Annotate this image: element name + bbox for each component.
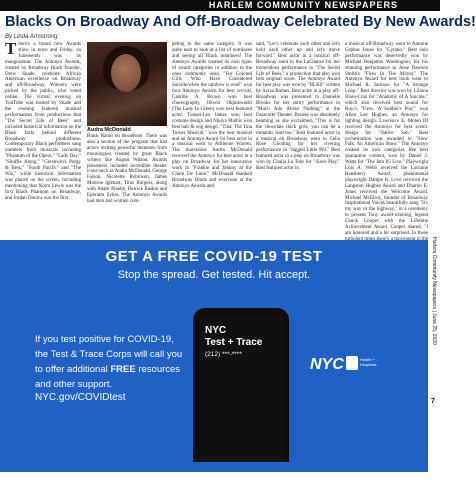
article-column-2: Black Raoul on Broadway. There was also a section of the program that had actors reciting powerful moments from monologues created by great Black writers like August Wilson. Awards presenters included incredible theater icons such as Audra McDonald, George Faison, Nicolette Robinson, James Monroe Iglehart, Titus Burgess, along with Adam Abadie, Derrick Baskin and Ephraim Sykes. The Antonyo Awards had men and women com- bbox=[87, 134, 167, 204]
column-1-text: here's a brand new Awards show in town and Friday, on Juneteenth was its inauguration. The Antonyo Awards, created by Broadway Black founder, Drew Shade, celebrate African American excellence on Broadway and off-Broadway. Winners were picked by the public, who voted online. The virtual evening on YouTube was hosted by Shade and the evening featured musical performances from productions that "The Secret Life of Bees" and included historical information on the Black facts behind different Broadway productions. Contemporary Black performers sang numbers from musicals including "Phantom of the Opera," "Lady Day," "Shuffle Along," "Gershwin's Porgy & Bess," "South Pacific" and "The Wiz," while historical information was placed on the screen, including mentioning that Norm Lewis was the first Black Phantom on Broadway, and Jordan Donica was the first bbox=[5, 42, 81, 201]
ad-body-bold: FREE bbox=[110, 364, 136, 375]
ad-subhead: Stop the spread. Get tested. Hit accept. bbox=[117, 269, 311, 281]
article-column-4: said, "Let's celebrate each other and let's hold each other up and let's move forward." Best actor in a musical off-Broadway went to the LaChanze for her tremendous performance in "The Secret Life of Bees," a production that also won best original score. The Antonyo Award for best play was won by "BLKS" written by Aziza Barnes. Best actor in a play off-Broadway was presented to Danielle Brooks for her sultry performance in "Much Ado About Nothing" at the Delacorte Theater. Brooks was absolutely beaming as she exclaimed, "This is for the chocolate thick girls, you can be a romantic lead too." Best featured actor in a musical on Broadway went to Celia Rose Gooding for her riveting performance in "Jagged Little Pill." Best featured actor in a play on Broadway was won by Chalia La Tour for "Slave Play." Best featured actor in bbox=[256, 42, 340, 172]
covid-test-advertisement bbox=[0, 240, 428, 472]
side-footer-text: Harlem Community Newspapers | June 25, 2020 bbox=[431, 237, 437, 345]
phone-number: (212) ***-**** bbox=[205, 351, 242, 358]
side-footer bbox=[429, 220, 440, 370]
nyc-logo: NYC bbox=[310, 356, 344, 373]
audra-mcdonald-photo bbox=[87, 42, 167, 126]
article-column-5: a musical off-Broadway went to Antoine Cephas Jones for "Cyrano." Best solo performance was deservedly won by Michael Benjamin Washington, for his stunning performance as Jesse Dawson Smith's "Fires In The Mirror." The Antonyo Award for best book went to Michael R. Jackson for "A Strange Loop." Best director was won by Liliana Blain-Cruz for "Anatomy of A Suicide," which also received best sound for Ruyi's "Fires. 'A Soldier's Play'" won Allen Lee Hughes, an Antonyo for lighting design. Lawrence E. Moten III received the Antonyo for best scenic design for "Native Son." Best orchestration was awarded to "Slow Falk: An American Show." The Antonyo created its own categories like best quarantine content, won by Daniel J. Watts for "The Jam IG Live." Playwright Lois A. Webb received the Lorraine Hansberry Award, phenomenal playwright Dampe R. Love received the Langston Hughes Award and Dharon E. Jones received the Welcome Award. Michael McElroy, founder of Broadway Inspirational Voices beautifully sang "It's my way or the highway," in a ceremony to present Tony award-winning, legend Chuck Cooper with the Lifetime Achievement Award. Cooper shared, "I am honored and a bit surprised. In these bbox=[345, 42, 428, 236]
health-hospitals-label: Health + Hospitals bbox=[360, 357, 377, 367]
article-column-3: peting in the same category. It was quite neat to look at a list of nominees and seeing all Black nominees! The Antonyo Awards created its own types of award categories in addition to the ones commonly used. "For Colored Girls Who Have Considered Suicide/when the rainbow is enuf" won four Antonyo Awards for best revival, Camille A. Brown won best choreography, Okwui Okpokwasili (The Lady In Green) won best featured actor, Tonnet-Lee James won best costume design and Nikiya Mathis won best hair & wig design. "Tina: The Tina Turner Musical," won the best musical and an Antonyo Award for best actor in a musical went to Adrienne Warren. The marvelous Audra McDonald received the Antonyo for best actor in a play on Broadway for her innovative work in "Frankie and Johnny at the Claire De Lune." McDonald thanked Broadway Black and everyone at the Antonyo Awards and bbox=[172, 42, 252, 189]
drop-cap: T bbox=[5, 39, 17, 58]
phone-illustration bbox=[193, 308, 289, 462]
photo-face-shape bbox=[111, 54, 141, 92]
phone-line-2: Test + Trace bbox=[205, 337, 263, 348]
masthead-title: HARLEM COMMUNITY NEWSPAPERS bbox=[208, 0, 398, 10]
photo-caption: Audra McDonald bbox=[87, 127, 131, 133]
page-number: 7 bbox=[431, 398, 435, 405]
article-byline: By Linda Armstrong bbox=[5, 34, 58, 40]
masthead bbox=[0, 0, 440, 11]
article-column-1 bbox=[5, 39, 81, 237]
ad-body-post: resources and other support. bbox=[35, 364, 181, 390]
ad-body bbox=[35, 332, 185, 392]
phone-line-1: NYC bbox=[205, 325, 227, 336]
article-headline: Blacks On Broadway And Off-Broadway Celebrated By New Awards! bbox=[5, 14, 476, 30]
ad-body-pre: If you test positive for COVID-19, the Test & Trace Corps will call you to offer additional bbox=[35, 334, 183, 375]
health-hospitals-logo-icon bbox=[346, 356, 358, 370]
ad-headline: GET A FREE COVID-19 TEST bbox=[105, 248, 323, 265]
ad-url: NYC.gov/COVIDtest bbox=[35, 392, 126, 403]
